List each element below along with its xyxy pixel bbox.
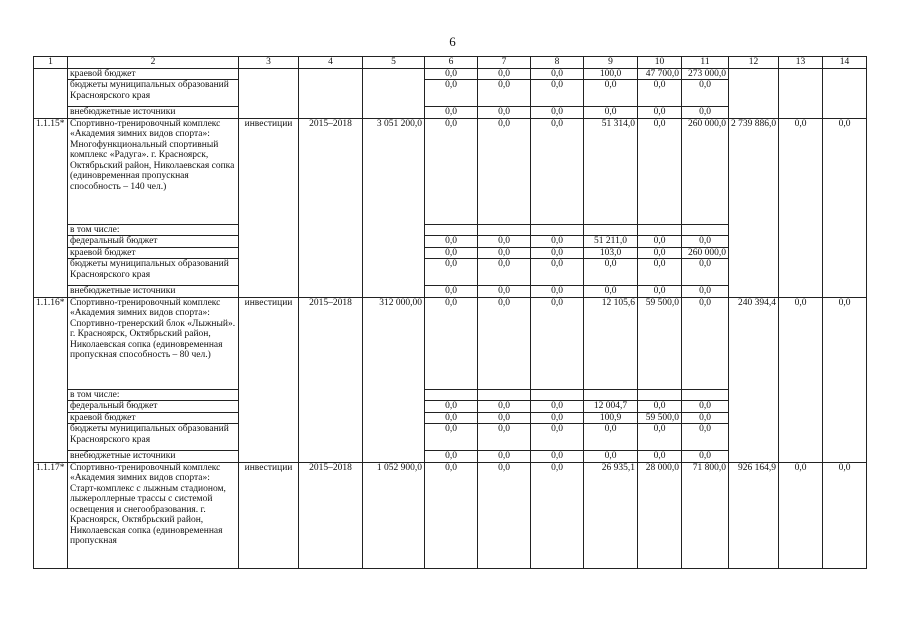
source-label: бюджеты муниципальных образований Красноярского края [68,259,239,286]
source-label: краевой бюджет [68,412,239,424]
project-period: 2015–2018 [299,297,363,462]
project-name: Спортивно-тренировочный комплекс «Академия зимних видов спорта»: Спортивно-тренерский блок «Лыжный». г. Красноярск, Октябрьский район, Николаевская сопка (единовременная пропускная способность – 80 чел.) [68,297,239,389]
column-header: 3 [239,57,299,69]
column-header: 1 [34,57,68,69]
column-header: 7 [478,57,531,69]
column-header: 9 [584,57,638,69]
project-id: 1.1.16* [34,297,68,462]
including-label: в том числе: [68,224,239,236]
source-label: федеральный бюджет [68,236,239,248]
header-row [34,57,867,69]
column-header: 12 [729,57,779,69]
project-row: 1.1.17* Спортивно-тренировочный комплекс «Академия зимних видов спорта»: Старт-комплекс с лыжным стадионом, лыжероллерные трассы с системой освещения и снегообразования. г. Красноярск, Октябрьский район, Николаевская сопка (единовременная пропускная инвестиции 2015–2018 1 052 900,0 0,0 0,0 0,0 26 935,1 28 000,0 71 800,0 926 164,9 0,0 0,0 [34,462,867,568]
table-row: краевой бюджет 0,0 0,0 0,0 100,0 47 700,0 273 000,0 [34,68,867,80]
column-header: 11 [682,57,729,69]
budget-table [33,56,867,569]
project-id: 1.1.15* [34,118,68,297]
column-header: 14 [823,57,867,69]
project-type: инвестиции [239,462,299,568]
project-cost: 1 052 900,0 [363,462,425,568]
table-row: краевой бюджет 0,0 0,0 0,0 100,9 59 500,0 0,0 [34,412,867,424]
source-label: краевой бюджет [68,247,239,259]
project-cost: 3 051 200,0 [363,118,425,297]
project-type: инвестиции [239,118,299,297]
column-header: 2 [68,57,239,69]
project-name: Спортивно-тренировочный комплекс «Академия зимних видов спорта»: Многофункциональный спортивный комплекс «Радуга». г. Красноярск, Октябрьский район, Николаевская сопка (единовременная пропускная способность – 140 чел.) [68,118,239,224]
including-label: в том числе: [68,389,239,401]
project-row: 1.1.16* Спортивно-тренировочный комплекс «Академия зимних видов спорта»: Спортивно-тренерский блок «Лыжный». г. Красноярск, Октябрьский район, Николаевская сопка (единовременная пропускная способность – 80 чел.) инвестиции 2015–2018 312 000,00 0,0 0,0 0,0 12 105,6 59 500,0 0,0 240 394,4 0,0 0,0 [34,297,867,389]
column-header: 8 [531,57,584,69]
project-type: инвестиции [239,297,299,462]
column-header: 5 [363,57,425,69]
table-row: внебюджетные источники 0,0 0,0 0,0 0,0 0,0 0,0 [34,451,867,463]
source-label: внебюджетные источники [68,107,239,119]
column-header: 6 [425,57,478,69]
table-row: федеральный бюджет 0,0 0,0 0,0 12 004,7 0,0 0,0 [34,401,867,413]
source-label: бюджеты муниципальных образований Красноярского края [68,80,239,107]
table-row: бюджеты муниципальных образований Красноярского края 0,0 0,0 0,0 0,0 0,0 0,0 [34,80,867,107]
page-number: 6 [449,34,456,49]
project-period: 2015–2018 [299,462,363,568]
source-label: федеральный бюджет [68,401,239,413]
table-row: внебюджетные источники 0,0 0,0 0,0 0,0 0,0 0,0 [34,107,867,119]
column-header: 10 [638,57,682,69]
table-row: бюджеты муниципальных образований Красноярского края 0,0 0,0 0,0 0,0 0,0 0,0 [34,259,867,286]
source-label: краевой бюджет [68,68,239,80]
column-header: 13 [779,57,823,69]
project-cost: 312 000,00 [363,297,425,462]
source-label: бюджеты муниципальных образований Красноярского края [68,424,239,451]
source-label: внебюджетные источники [68,286,239,298]
table-row: федеральный бюджет 0,0 0,0 0,0 51 211,0 0,0 0,0 [34,236,867,248]
project-period: 2015–2018 [299,118,363,297]
project-id: 1.1.17* [34,462,68,568]
column-header: 4 [299,57,363,69]
source-label: внебюджетные источники [68,451,239,463]
project-name: Спортивно-тренировочный комплекс «Академия зимних видов спорта»: Старт-комплекс с лыжным стадионом, лыжероллерные трассы с системой освещения и снегообразования. г. Красноярск, Октябрьский район, Николаевская сопка (единовременная пропускная [68,462,239,568]
project-row: 1.1.15* Спортивно-тренировочный комплекс «Академия зимних видов спорта»: Многофункциональный спортивный комплекс «Радуга». г. Красноярск, Октябрьский район, Николаевская сопка (единовременная пропускная способность – 140 чел.) инвестиции 2015–2018 3 051 200,0 0,0 0,0 0,0 51 314,0 0,0 260 000,0 2 739 886,0 0,0 0,0 [34,118,867,224]
table-row: внебюджетные источники 0,0 0,0 0,0 0,0 0,0 0,0 [34,286,867,298]
table-row: бюджеты муниципальных образований Красноярского края 0,0 0,0 0,0 0,0 0,0 0,0 [34,424,867,451]
table-row: краевой бюджет 0,0 0,0 0,0 103,0 0,0 260 000,0 [34,247,867,259]
